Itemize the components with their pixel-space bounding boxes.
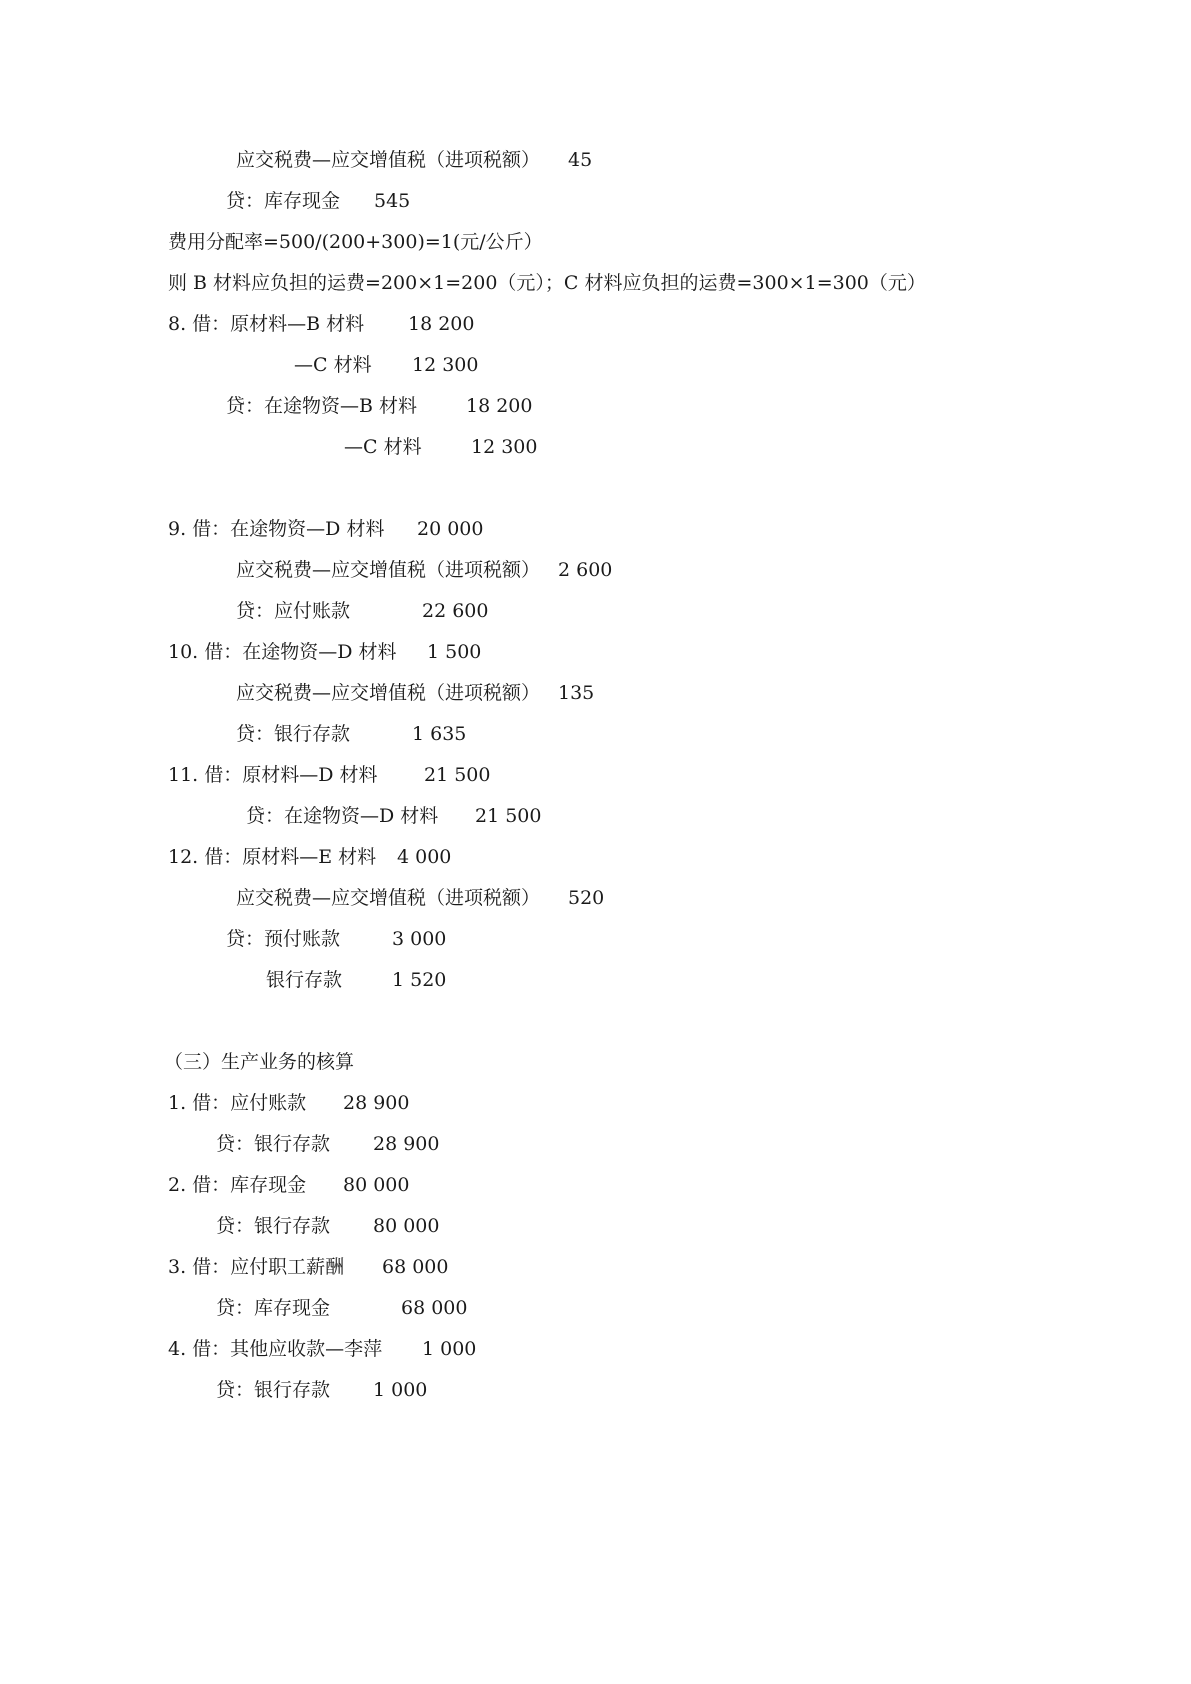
amount: 68 000 [382,1256,449,1278]
amount: 80 000 [343,1174,410,1196]
amount: 1 000 [373,1379,428,1401]
amount: 18 200 [466,395,533,417]
entry-line [168,1337,477,1361]
entry-line [226,394,533,418]
entry-line [236,599,489,623]
entry-line [294,353,479,377]
entry-line [344,435,538,459]
amount: 80 000 [373,1215,440,1237]
account-text: 贷：银行存款 [216,1133,331,1155]
amount: 22 600 [422,600,489,622]
account-text: 贷：银行存款 [216,1215,331,1237]
entry-line [236,722,467,746]
section-heading [164,1050,354,1074]
account-text: 12. 借：原材料—E 材料 [168,846,377,868]
account-text: 10. 借：在途物资—D 材料 [168,641,397,663]
entry-line [236,886,605,910]
entry-line [168,517,484,541]
account-text: 银行存款 [266,969,343,991]
amount: 12 300 [471,436,538,458]
account-text: 贷：在途物资—D 材料 [246,805,439,827]
account-text: 应交税费—应交增值税（进项税额） [236,887,541,909]
amount: 1 500 [427,641,482,663]
note-text: 则 B 材料应负担的运费=200×1=200（元）；C 材料应负担的运费=300×1=300（元） [168,272,926,294]
entry-line [236,558,613,582]
entry-line [168,312,475,336]
account-text: 贷：预付账款 [226,928,341,950]
entry-line [168,845,452,869]
amount: 1 000 [422,1338,477,1360]
note-line [168,230,543,254]
amount: 2 600 [558,559,613,581]
account-text: 2. 借：库存现金 [168,1174,307,1196]
account-text: 11. 借：原材料—D 材料 [168,764,378,786]
account-text: 3. 借：应付职工薪酬 [168,1256,345,1278]
amount: 520 [568,887,605,909]
entry-line [216,1296,468,1320]
amount: 28 900 [343,1092,410,1114]
entry-line [236,681,595,705]
amount: 12 300 [412,354,479,376]
account-text: 贷：银行存款 [236,723,351,745]
account-text: 贷：库存现金 [216,1297,331,1319]
account-text: 9. 借：在途物资—D 材料 [168,518,385,540]
account-text: 贷：在途物资—B 材料 [226,395,418,417]
entry-line [168,1091,410,1115]
entry-line [168,1255,449,1279]
amount: 18 200 [408,313,475,335]
amount: 45 [568,149,593,171]
entry-line [168,1173,410,1197]
entry-line [246,804,542,828]
account-text: 贷：应付账款 [236,600,351,622]
heading-text: （三）生产业务的核算 [164,1051,355,1073]
note-line [168,271,926,295]
amount: 4 000 [397,846,452,868]
entry-line [216,1214,440,1238]
entry-line [226,189,411,213]
account-text: 贷：库存现金 [226,190,341,212]
entry-line [216,1378,428,1402]
amount: 20 000 [417,518,484,540]
account-text: 应交税费—应交增值税（进项税额） [236,682,541,704]
account-text: 1. 借：应付账款 [168,1092,307,1114]
amount: 21 500 [424,764,491,786]
amount: 1 520 [392,969,447,991]
account-text: 4. 借：其他应收款—李萍 [168,1338,383,1360]
entry-line [168,763,491,787]
amount: 3 000 [392,928,447,950]
account-text: 应交税费—应交增值税（进项税额） [236,149,541,171]
entry-line [236,148,593,172]
entry-line [168,640,482,664]
entry-line [216,1132,440,1156]
amount: 68 000 [401,1297,468,1319]
amount: 545 [374,190,411,212]
amount: 28 900 [373,1133,440,1155]
entry-line [226,927,447,951]
amount: 1 635 [412,723,467,745]
account-text: —C 材料 [344,436,422,458]
note-text: 费用分配率=500/(200+300)=1(元/公斤） [168,231,543,253]
amount: 21 500 [475,805,542,827]
account-text: 应交税费—应交增值税（进项税额） [236,559,541,581]
account-text: 8. 借：原材料—B 材料 [168,313,365,335]
amount: 135 [558,682,595,704]
entry-line [266,968,447,992]
account-text: 贷：银行存款 [216,1379,331,1401]
account-text: —C 材料 [294,354,372,376]
